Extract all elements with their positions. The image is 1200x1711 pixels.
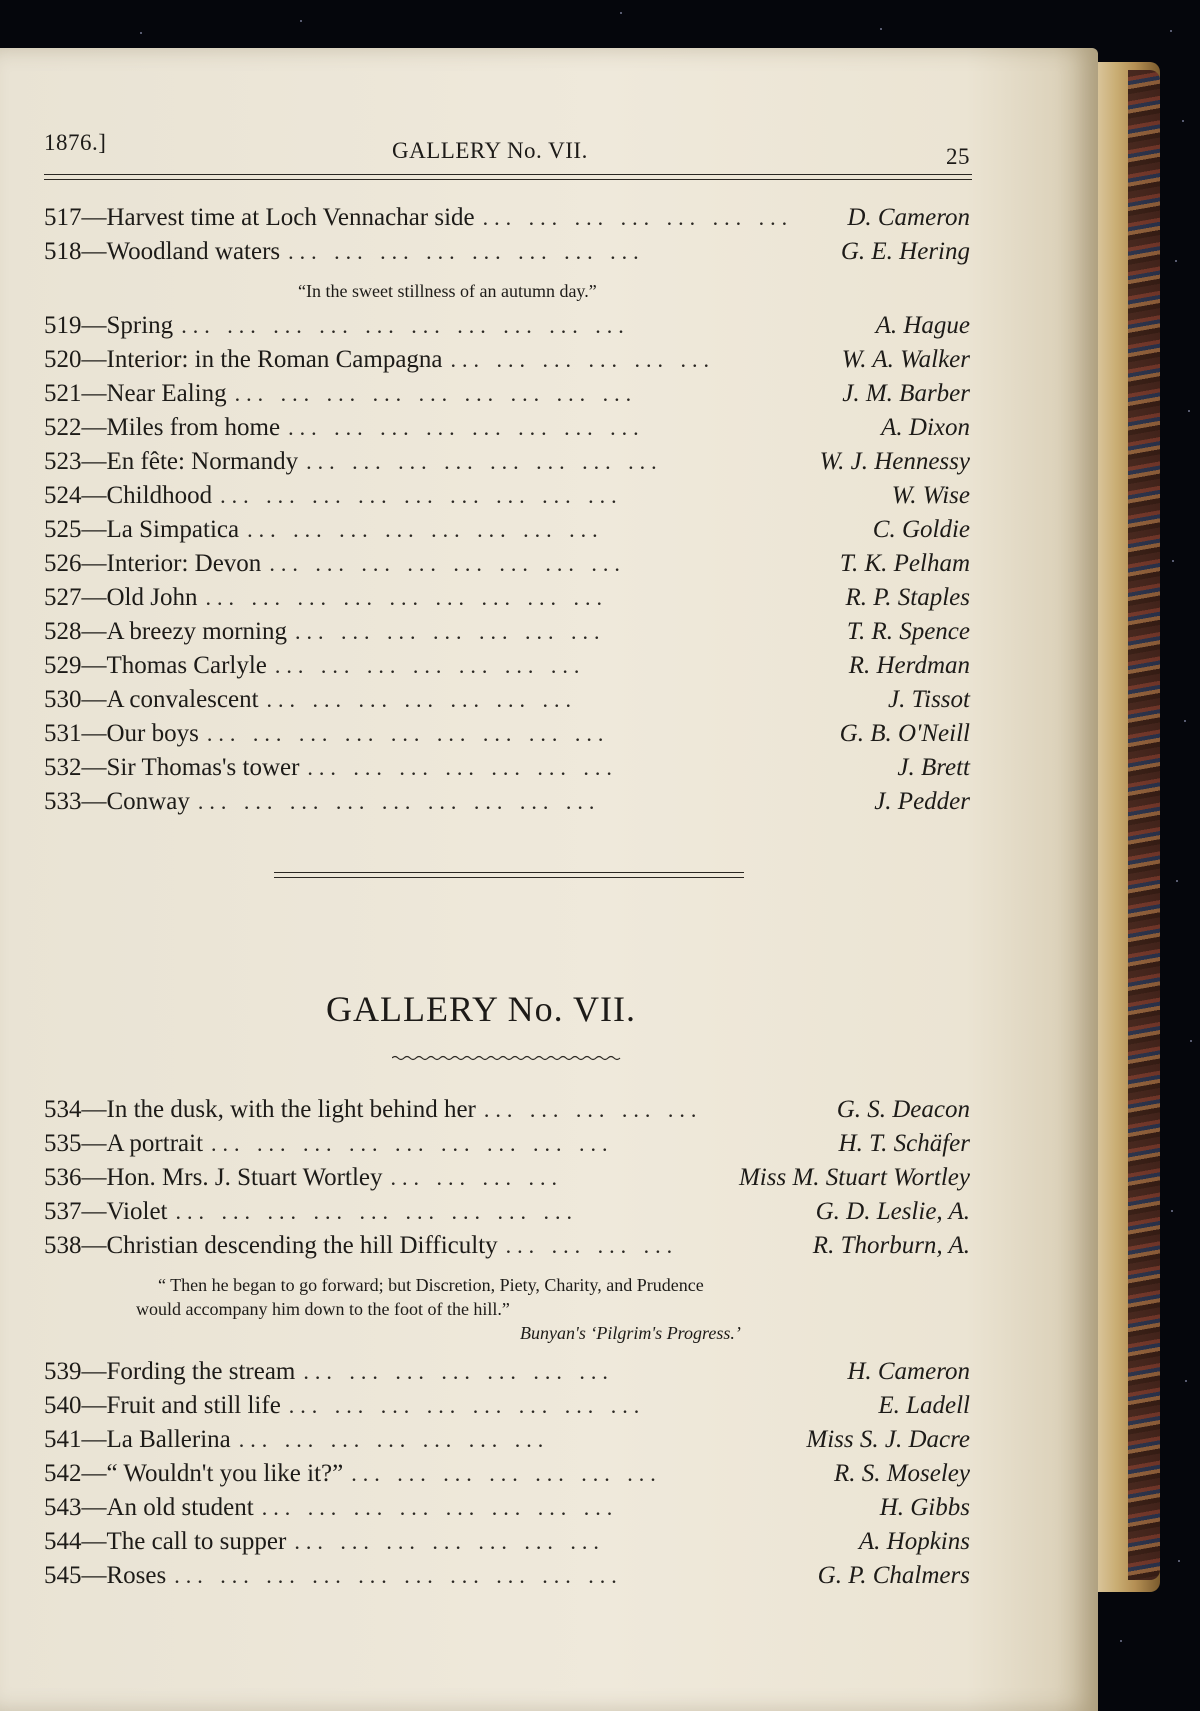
entry-number: 517 [44, 204, 82, 231]
entry-artist: J. M. Barber [842, 380, 970, 407]
catalogue-entry-523: 523 — En fête: Normandy ... ... ... ... ... ... ... ... W. J. Hennessy [44, 448, 970, 475]
entry-number: 532 [44, 754, 82, 781]
catalogue-entry-524: 524 — Childhood ... ... ... ... ... ... ... ... ... W. Wise [44, 482, 970, 509]
catalogue-entry-530: 530 — A convalescent ... ... ... ... ... ... ... J. Tissot [44, 686, 970, 713]
entry-title: A convalescent [106, 686, 259, 713]
entry-title: Spring [106, 312, 174, 339]
catalogue-entry-544: 544 — The call to supper ... ... ... ... ... ... ... A. Hopkins [44, 1528, 970, 1555]
entry-number: 521 [44, 380, 82, 407]
catalogue-entry-527: 527 — Old John ... ... ... ... ... ... ... ... ... R. P. Staples [44, 584, 970, 611]
catalogue-entry-534: 534 — In the dusk, with the light behind her ... ... ... ... ... G. S. Deacon [44, 1096, 970, 1123]
entry-title: Harvest time at Loch Vennachar side [106, 204, 475, 231]
entry-artist: A. Dixon [881, 414, 970, 441]
entry-artist: J. Tissot [888, 686, 970, 713]
entry-title: A breezy morning [106, 618, 288, 645]
entry-title: An old student [106, 1494, 254, 1521]
catalogue-entry-539: 539 — Fording the stream ... ... ... ... ... ... ... H. Cameron [44, 1358, 970, 1385]
entry-number: 542 [44, 1460, 82, 1487]
entry-title: Our boys [106, 720, 199, 747]
entry-number: 527 [44, 584, 82, 611]
catalogue-entry-519: 519 — Spring ... ... ... ... ... ... ... ... ... ... A. Hague [44, 312, 970, 339]
catalogue-entry-532: 532 — Sir Thomas's tower ... ... ... ... ... ... ... J. Brett [44, 754, 970, 781]
entry-artist: T. K. Pelham [839, 550, 970, 577]
entry-title: Sir Thomas's tower [106, 754, 300, 781]
entry-artist: A. Hopkins [858, 1528, 970, 1555]
catalogue-entry-528: 528 — A breezy morning ... ... ... ... ... ... ... T. R. Spence [44, 618, 970, 645]
entry-number: 519 [44, 312, 82, 339]
header-year: 1876.] [44, 130, 107, 155]
entry-title: Old John [106, 584, 198, 611]
section-rule-top [274, 872, 744, 873]
catalogue-entry-538: 538 — Christian descending the hill Difficulty ... ... ... ... R. Thorburn, A. [44, 1232, 970, 1259]
catalogue-entry-542: 542 — “ Wouldn't you like it?” ... ... ... ... ... ... ... R. S. Moseley [44, 1460, 970, 1487]
wavy-ornament [392, 1054, 622, 1062]
entry-artist: R. P. Staples [845, 584, 970, 611]
entry-number: 531 [44, 720, 82, 747]
entry-number: 539 [44, 1358, 82, 1385]
entry-title: Fruit and still life [106, 1392, 281, 1419]
entry-number: 535 [44, 1130, 82, 1157]
catalogue-entry-529: 529 — Thomas Carlyle ... ... ... ... ... ... ... R. Herdman [44, 652, 970, 679]
header-rule-bottom [44, 179, 972, 180]
entry-number: 543 [44, 1494, 82, 1521]
entry-artist: G. D. Leslie, A. [815, 1198, 970, 1225]
entry-number: 523 [44, 448, 82, 475]
entry-number: 528 [44, 618, 82, 645]
entry-title: Roses [106, 1562, 167, 1589]
entry-title: A portrait [106, 1130, 204, 1157]
quote-attribution: Bunyan's ‘Pilgrim's Progress.’ [520, 1323, 741, 1343]
catalogue-entry-537: 537 — Violet ... ... ... ... ... ... ... ... ... G. D. Leslie, A. [44, 1198, 970, 1225]
entry-number: 524 [44, 482, 82, 509]
catalogue-entry-525: 525 — La Simpatica ... ... ... ... ... ... ... ... C. Goldie [44, 516, 970, 543]
entry-title: Fording the stream [106, 1358, 296, 1385]
header-rule-top [44, 174, 972, 175]
entry-title: Thomas Carlyle [106, 652, 267, 679]
entry-artist: T. R. Spence [846, 618, 970, 645]
catalogue-entry-535: 535 — A portrait ... ... ... ... ... ... ... ... ... H. T. Schäfer [44, 1130, 970, 1157]
entry-title: Childhood [106, 482, 213, 509]
entry-artist: G. B. O'Neill [839, 720, 970, 747]
entry-number: 518 [44, 238, 82, 265]
entry-title: “ Wouldn't you like it?” [106, 1460, 344, 1487]
catalogue-entry-533: 533 — Conway ... ... ... ... ... ... ... ... ... J. Pedder [44, 788, 970, 815]
entry-quote-538-line1: “ Then he began to go forward; but Discretion, Piety, Charity, and Prudence [158, 1275, 704, 1295]
entry-number: 536 [44, 1164, 82, 1191]
marbled-cover [1128, 70, 1160, 1580]
entry-title: Hon. Mrs. J. Stuart Wortley [106, 1164, 383, 1191]
catalogue-entry-526: 526 — Interior: Devon ... ... ... ... ... ... ... ... T. K. Pelham [44, 550, 970, 577]
entry-number: 526 [44, 550, 82, 577]
entry-number: 525 [44, 516, 82, 543]
gallery-section-title: GALLERY No. VII. [326, 989, 636, 1029]
entry-artist: G. E. Hering [840, 238, 970, 265]
entry-artist: C. Goldie [872, 516, 970, 543]
entry-number: 544 [44, 1528, 82, 1555]
entry-title: The call to supper [106, 1528, 287, 1555]
entry-number: 545 [44, 1562, 82, 1589]
entry-title: Interior: in the Roman Campagna [106, 346, 443, 373]
entry-artist: D. Cameron [847, 204, 970, 231]
entry-title: Violet [106, 1198, 168, 1225]
entry-artist: R. S. Moseley [833, 1460, 970, 1487]
entry-number: 541 [44, 1426, 82, 1453]
entry-artist: A. Hague [875, 312, 970, 339]
entry-artist: J. Brett [897, 754, 970, 781]
entry-number: 529 [44, 652, 82, 679]
section-rule-bottom [274, 877, 744, 878]
catalogue-entry-536: 536 — Hon. Mrs. J. Stuart Wortley ... ... ... ... Miss M. Stuart Wortley [44, 1164, 970, 1191]
entry-number: 540 [44, 1392, 82, 1419]
book-page [0, 48, 1098, 1711]
entry-title: Conway [106, 788, 190, 815]
entry-title: In the dusk, with the light behind her [106, 1096, 476, 1123]
entry-title: Miles from home [106, 414, 281, 441]
catalogue-entry-521: 521 — Near Ealing ... ... ... ... ... ... ... ... ... J. M. Barber [44, 380, 970, 407]
catalogue-entry-531: 531 — Our boys ... ... ... ... ... ... ... ... ... G. B. O'Neill [44, 720, 970, 747]
entry-artist: R. Herdman [848, 652, 970, 679]
entry-number: 520 [44, 346, 82, 373]
entry-title: Near Ealing [106, 380, 227, 407]
entry-artist: H. T. Schäfer [838, 1130, 970, 1157]
catalogue-entry-518: 518 — Woodland waters ... ... ... ... ... ... ... ... G. E. Hering [44, 238, 970, 265]
entry-artist: R. Thorburn, A. [812, 1232, 970, 1259]
entry-number: 538 [44, 1232, 82, 1259]
entry-artist: G. S. Deacon [836, 1096, 970, 1123]
entry-artist: H. Cameron [847, 1358, 970, 1385]
catalogue-entry-541: 541 — La Ballerina ... ... ... ... ... ... ... Miss S. J. Dacre [44, 1426, 970, 1453]
entry-artist: W. Wise [891, 482, 970, 509]
header-title: GALLERY No. VII. [392, 138, 588, 163]
entry-title: La Ballerina [106, 1426, 231, 1453]
catalogue-entry-545: 545 — Roses ... ... ... ... ... ... ... ... ... ... G. P. Chalmers [44, 1562, 970, 1589]
entry-title: En fête: Normandy [106, 448, 299, 475]
entry-quote-538-line2: would accompany him down to the foot of the hill.” [136, 1299, 510, 1319]
entry-artist: E. Ladell [878, 1392, 970, 1419]
entry-artist: J. Pedder [874, 788, 970, 815]
entry-number: 522 [44, 414, 82, 441]
entry-number: 530 [44, 686, 82, 713]
entry-title: Interior: Devon [106, 550, 262, 577]
entry-artist: G. P. Chalmers [817, 1562, 970, 1589]
entry-artist: H. Gibbs [879, 1494, 970, 1521]
entry-artist: Miss M. Stuart Wortley [738, 1164, 970, 1191]
catalogue-entry-543: 543 — An old student ... ... ... ... ... ... ... ... H. Gibbs [44, 1494, 970, 1521]
entry-artist: Miss S. J. Dacre [806, 1426, 970, 1453]
entry-title: Woodland waters [106, 238, 281, 265]
entry-artist: W. A. Walker [841, 346, 970, 373]
entry-title: Christian descending the hill Difficulty [106, 1232, 498, 1259]
catalogue-entry-540: 540 — Fruit and still life ... ... ... ... ... ... ... ... E. Ladell [44, 1392, 970, 1419]
entry-title: La Simpatica [106, 516, 240, 543]
entry-quote-518: “In the sweet stillness of an autumn day.” [298, 281, 597, 301]
catalogue-entry-517: 517 — Harvest time at Loch Vennachar side ... ... ... ... ... ... ... D. Cameron [44, 204, 970, 231]
entry-artist: W. J. Hennessy [819, 448, 970, 475]
catalogue-entry-520: 520 — Interior: in the Roman Campagna ... ... ... ... ... ... W. A. Walker [44, 346, 970, 373]
page-number: 25 [946, 144, 970, 169]
entry-number: 533 [44, 788, 82, 815]
catalogue-entry-522: 522 — Miles from home ... ... ... ... ... ... ... ... A. Dixon [44, 414, 970, 441]
entry-number: 537 [44, 1198, 82, 1225]
entry-number: 534 [44, 1096, 82, 1123]
